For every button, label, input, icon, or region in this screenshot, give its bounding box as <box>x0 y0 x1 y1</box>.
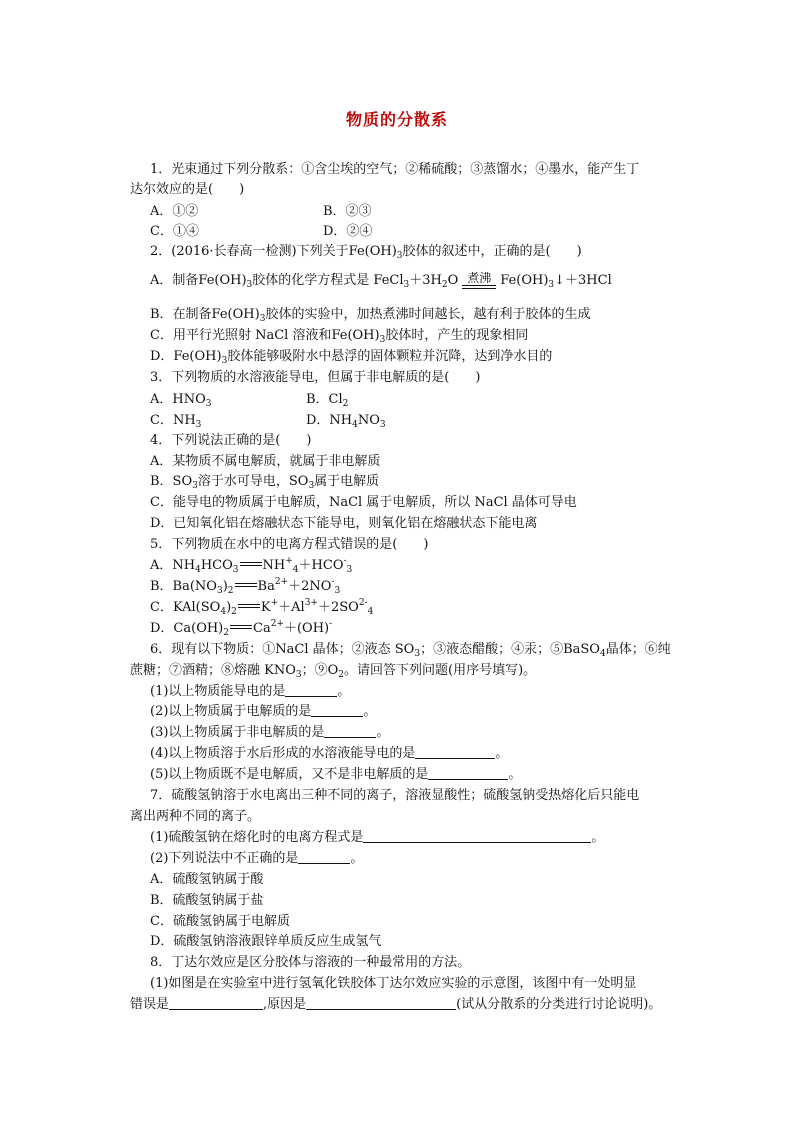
q6-stem-cont: 蔗糖；⑦酒精；⑧熔融 $KNO_3$；$⑨O_2$。请回答下列问题(用序号填写)。 <box>130 663 537 680</box>
q6-stem: 6．现有以下物质：①NaCl 晶体；②液态 $SO_3$；③液态醋酸；④汞；⑤BaSO$_4$晶体；⑥纯 <box>150 642 671 659</box>
answer-blank[interactable] <box>363 828 591 843</box>
q4-stem: 4．下列说法正确的是( ) <box>150 433 312 448</box>
q2-option-a: A．制备$Fe(OH)_3$胶体的化学方程式是 $FeCl_3+3H_2O$ 煮沸 $Fe(OH)_3↓+3HCl$ <box>150 271 612 290</box>
q3-stem: 3．下列物质的水溶液能导电，但属于非电解质的是( ) <box>150 370 481 385</box>
answer-blank[interactable] <box>415 744 495 759</box>
q1-stem: 1．光束通过下列分散系：①含尘埃的空气；②稀硫酸；③蒸馏水；④墨水，能产生丁 <box>150 162 640 177</box>
q3-option-c: C．$NH_3$ <box>150 413 202 430</box>
q6-sub5: (5)以上物质既不是电解质，又不是非电解质的是 。 <box>150 767 522 782</box>
q5-option-b: B．$Ba(NO_3)_2$ $Ba^{2+}+2NO^-_3$ <box>150 577 341 596</box>
q6-sub2: (2)以上物质属于电解质的是 。 <box>150 704 377 719</box>
q8-sub1-cont: 错误是 ,原因是 (试从分散系的分类进行讨论说明)。 <box>130 997 662 1012</box>
q1-stem-cont: 达尔效应的是( ) <box>130 182 245 197</box>
q8-stem: 8．丁达尔效应是区分胶体与溶液的一种最常用的方法。 <box>150 955 471 970</box>
q1-option-b: B．②③ <box>323 204 372 219</box>
equals-sign <box>240 562 262 566</box>
q1-option-c: C．①④ <box>150 224 199 239</box>
q3-option-a: A．$HNO_3$ <box>150 392 212 409</box>
answer-blank[interactable] <box>311 702 363 717</box>
equals-sign <box>238 604 260 608</box>
q7-option-c: C．硫酸氢钠属于电解质 <box>150 914 290 929</box>
q4-option-a: A．某物质不属电解质，就属于非电解质 <box>150 454 381 469</box>
answer-blank[interactable] <box>285 682 337 697</box>
q7-option-d: D．硫酸氢钠溶液跟锌单质反应生成氢气 <box>150 934 382 949</box>
equals-sign <box>235 583 257 587</box>
answer-blank[interactable] <box>306 995 456 1010</box>
q2-option-b: B．在制备$Fe(OH)_3$胶体的实验中，加热煮沸时间越长，越有利于胶体的生成 <box>150 307 591 324</box>
boiling-arrow: 煮沸 <box>462 272 496 289</box>
q7-sub1: (1)硫酸氢钠在熔化时的电离方程式是 。 <box>150 830 605 845</box>
q6-sub3: (3)以上物质属于非电解质的是 。 <box>150 725 390 740</box>
q2-stem: 2．(2016·长春高一检测)下列关于$Fe(OH)_3$胶体的叙述中，正确的是( ) <box>150 244 582 261</box>
equals-sign <box>230 625 252 629</box>
q8-sub1: (1)如图是在实验室中进行氢氧化铁胶体丁达尔效应实验的示意图，该图中有一处明显 <box>150 976 637 991</box>
q7-option-a: A．硫酸氢钠属于酸 <box>150 872 264 887</box>
q7-stem: 7．硫酸氢钠溶于水电离出三种不同的离子，溶液显酸性；硫酸氢钠受热熔化后只能电 <box>150 788 640 803</box>
q1-option-d: D．②④ <box>323 224 373 239</box>
q4-option-c: C．能导电的物质属于电解质，NaCl 属于电解质，所以 NaCl 晶体可导电 <box>150 495 577 510</box>
answer-blank[interactable] <box>169 995 263 1010</box>
page-title: 物质的分散系 <box>345 110 448 129</box>
answer-blank[interactable] <box>324 723 376 738</box>
q4-option-b: B．$SO_3$溶于水可导电，$SO_3$属于电解质 <box>150 474 380 491</box>
q1-option-a: A．①② <box>150 204 199 219</box>
q6-sub1: (1)以上物质能导电的是 。 <box>150 684 351 699</box>
q5-option-c: C．$KAl(SO_4)_2$ $K^++Al^{3+}+2SO^{2-}_4$ <box>150 598 374 617</box>
q5-option-d: D．$Ca(OH)_2$ $Ca^{2+}+(OH)^-$ <box>150 619 333 638</box>
q7-sub2: (2)下列说法中不正确的是 。 <box>150 851 364 866</box>
q7-option-b: B．硫酸氢钠属于盐 <box>150 893 264 908</box>
q2-option-d: D．$Fe(OH)_3$胶体能够吸附水中悬浮的固体颗粒并沉降，达到净水目的 <box>150 349 553 366</box>
answer-blank[interactable] <box>298 849 350 864</box>
q3-option-d: D．$NH_4NO_3$ <box>306 413 386 430</box>
q4-option-d: D．已知氧化铝在熔融状态下能导电，则氧化铝在熔融状态下能电离 <box>150 516 538 531</box>
q5-stem: 5．下列物质在水中的电离方程式错误的是( ) <box>150 537 429 552</box>
answer-blank[interactable] <box>428 765 508 780</box>
q2-option-c: C．用平行光照射 NaCl 溶液和$Fe(OH)_3$胶体时，产生的现象相同 <box>150 328 529 345</box>
q7-stem-cont: 离出两种不同的离子。 <box>130 809 261 824</box>
q6-sub4: (4)以上物质溶于水后形成的水溶液能导电的是 。 <box>150 746 509 761</box>
q5-option-a: A．$NH_4HCO_3$ $NH^+_4+HCO^-_3$ <box>150 556 353 575</box>
q3-option-b: B．$Cl_2$ <box>306 392 349 409</box>
